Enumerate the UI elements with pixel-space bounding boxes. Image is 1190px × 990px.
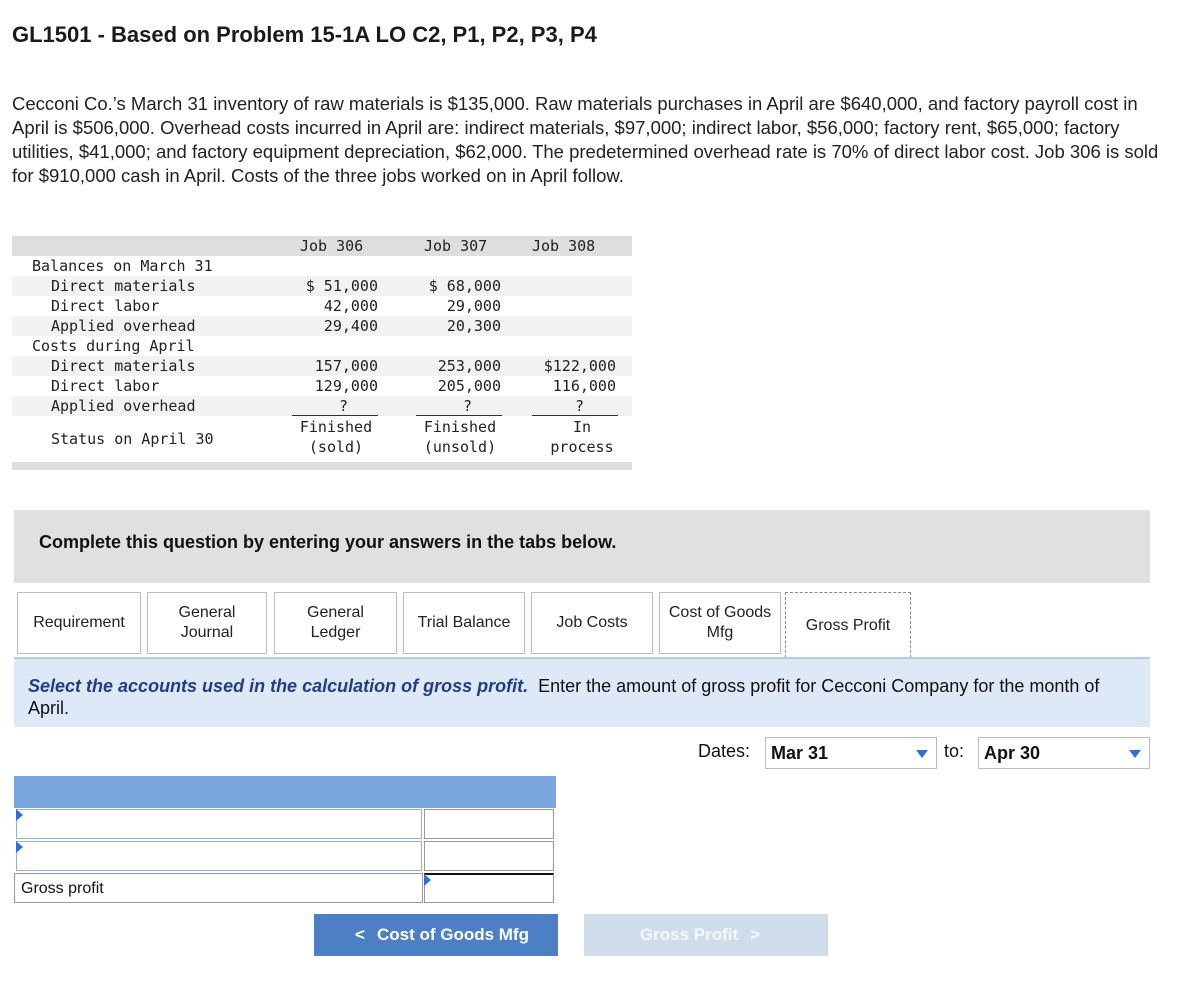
tab-cost-of-goods-mfg[interactable]: Cost of Goods Mfg xyxy=(659,592,781,654)
row-label: Applied overhead xyxy=(51,397,196,415)
status-job-307-line2: (unsold) xyxy=(423,438,497,456)
section-label xyxy=(12,336,632,356)
table-row xyxy=(12,276,632,296)
gross-profit-label-cell xyxy=(14,873,423,903)
chevron-right-icon: > xyxy=(750,925,761,944)
cell-job-306: 29,400 xyxy=(323,317,378,335)
cell-job-307: 253,000 xyxy=(437,357,501,375)
tab-job-costs[interactable]: Job Costs xyxy=(531,592,653,654)
row-label: Applied overhead xyxy=(51,317,196,335)
gross-profit-input[interactable] xyxy=(424,873,554,903)
job-costs-table xyxy=(12,236,632,470)
gross-profit-label: Gross profit xyxy=(21,880,104,897)
next-button-label: Gross Profit xyxy=(639,925,739,944)
table-row xyxy=(12,296,632,316)
status-job-307-line1: Finished xyxy=(423,418,497,436)
next-tab-button[interactable] xyxy=(584,914,828,956)
section-april-costs: Costs during April xyxy=(32,337,195,355)
date-to-select[interactable] xyxy=(978,737,1150,769)
cell-job-308: 116,000 xyxy=(552,377,616,395)
gross-profit-header xyxy=(14,776,556,808)
page-title: GL1501 - Based on Problem 15-1A LO C2, P1, P2, P3, P4 xyxy=(12,22,597,47)
problem-text: Cecconi Co.’s March 31 inventory of raw materials is $135,000. Raw materials purchases in April are $640,000, and factory payroll cost in April is $506,000. Overhead costs incurred in April are: indirect materials, $97,000; indirect labor, $56,000; factory rent, $65,000; factory utilities, $41,000; and factory equipment depreciation, $62,000. The predetermined overhead rate is 70% of direct labor cost. Job 306 is sold for $910,000 cash in April. Costs of the three jobs worked on in April follow. xyxy=(12,93,1159,186)
table-row xyxy=(12,396,632,416)
form-row xyxy=(14,840,556,872)
header-job-307: Job 307 xyxy=(424,237,488,255)
cell-job-307: ? xyxy=(462,397,472,415)
chevron-left-icon: < xyxy=(355,925,365,944)
cell-job-306: $ 51,000 xyxy=(305,277,378,295)
input-marker-icon xyxy=(424,874,431,886)
dropdown-marker-icon xyxy=(16,841,23,853)
cell-job-306: 157,000 xyxy=(314,357,378,375)
cell-job-306: 42,000 xyxy=(323,297,378,315)
amount-input-2[interactable] xyxy=(424,841,554,871)
chevron-down-icon xyxy=(1129,750,1141,758)
instruction-bold: Select the accounts used in the calculation of gross profit. xyxy=(28,676,529,696)
row-label: Direct materials xyxy=(51,277,196,295)
prev-tab-button[interactable] xyxy=(314,914,558,956)
cell-job-308: $122,000 xyxy=(543,357,616,375)
dropdown-marker-icon xyxy=(16,809,23,821)
table-footer-bar xyxy=(12,462,632,470)
prev-button-label: Cost of Goods Mfg xyxy=(376,925,529,944)
cell-job-307: 205,000 xyxy=(437,377,501,395)
row-label: Direct materials xyxy=(51,357,196,375)
tab-instructions xyxy=(14,657,1150,727)
tab-general-ledger[interactable]: General Ledger xyxy=(274,592,397,654)
cell-job-307: 20,300 xyxy=(446,317,501,335)
chevron-down-icon xyxy=(916,750,928,758)
status-label: Status on April 30 xyxy=(51,430,214,448)
cell-job-306: 129,000 xyxy=(314,377,378,395)
cell-job-306: ? xyxy=(338,397,348,415)
instruction-banner xyxy=(14,510,1150,583)
date-from-select[interactable] xyxy=(765,737,937,769)
status-job-308-line2: process xyxy=(550,438,614,456)
table-row xyxy=(12,316,632,336)
account-select-1[interactable] xyxy=(16,809,422,839)
instruction-text: Complete this question by entering your answers in the tabs below. xyxy=(39,532,617,552)
job-table-header xyxy=(12,236,632,256)
cell-job-307: $ 68,000 xyxy=(428,277,501,295)
section-march-balances: Balances on March 31 xyxy=(32,257,213,275)
section-label xyxy=(12,256,632,276)
tab-trial-balance[interactable]: Trial Balance xyxy=(403,592,525,654)
gross-profit-form xyxy=(14,776,556,904)
status-job-308-line1: In xyxy=(572,418,592,436)
date-to-value: Apr 30 xyxy=(984,743,1041,763)
amount-input-1[interactable] xyxy=(424,809,554,839)
table-row xyxy=(12,356,632,376)
header-job-306: Job 306 xyxy=(300,237,364,255)
status-row xyxy=(12,416,632,460)
tab-gross-profit[interactable]: Gross Profit xyxy=(785,592,911,658)
table-row xyxy=(12,376,632,396)
tab-instructions-text xyxy=(28,675,1128,719)
form-row-total xyxy=(14,872,556,904)
status-job-306-line1: Finished xyxy=(299,418,373,436)
date-from-value: Mar 31 xyxy=(771,743,829,763)
header-job-308: Job 308 xyxy=(532,237,596,255)
row-label: Direct labor xyxy=(51,377,160,395)
instruction-rest: Enter the amount of gross profit for Cecconi Company for the month of April. xyxy=(28,676,1100,718)
row-label: Direct labor xyxy=(51,297,160,315)
dates-to-label: to: xyxy=(944,741,965,761)
form-row xyxy=(14,808,556,840)
cell-job-307: 29,000 xyxy=(446,297,501,315)
status-job-306-line2: (sold) xyxy=(308,438,364,456)
tab-general-journal[interactable]: General Journal xyxy=(147,592,267,654)
cell-job-308: ? xyxy=(574,397,584,415)
tab-requirement[interactable]: Requirement xyxy=(17,592,141,654)
dates-label: Dates: xyxy=(698,741,751,761)
account-select-2[interactable] xyxy=(16,841,422,871)
